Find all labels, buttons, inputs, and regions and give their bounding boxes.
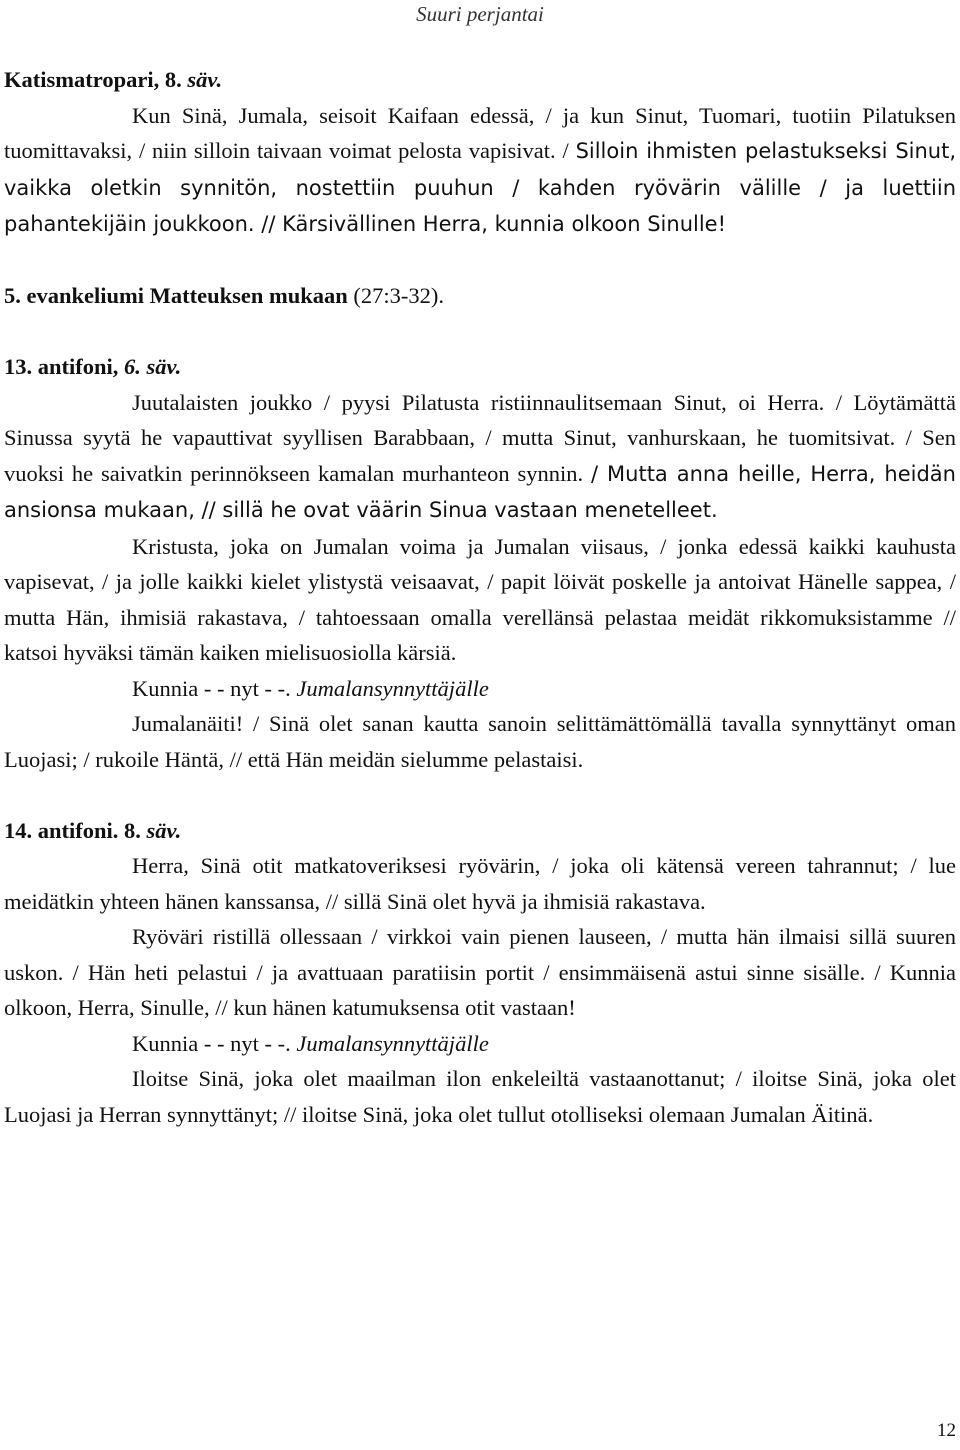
page-number: 12 — [937, 1420, 956, 1441]
paragraph: Juutalaisten joukko / pyysi Pilatusta ristiinnaulitsemaan Sinut, oi Herra. / Löytämättä Sinussa syytä he vapauttivat syyllisen Barabbaan, / mutta Sinut, vanhurskaan, he tuomitsivat. / Sen vuoksi he saivatkin perinnökseen kamalan murhanteon synnin. / Mutta anna heille, Herra, heidän ansionsa mukaan, // sillä he ovat väärin Sinua vastaan menetelleet. — [4, 389, 956, 522]
paragraph: Kun Sinä, Jumala, seisoit Kaifaan edessä, / ja kun Sinut, Tuomari, tuotiin Pilatuksen tuomittavaksi, / niin silloin taivaan voimat pelosta vapisivat. / Silloin ihmisten pelastukseksi Sinut, vaikka oletkin synnitön, nostettiin puuhun / kahden ryövärin välille / ja luettiin pahantekijäin joukkoon. // Kärsivällinen Herra, kunnia olkoon Sinulle! — [4, 102, 957, 236]
section-heading-gospel: 5. evankeliumi Matteuksen mukaan (27:3-32). — [4, 283, 445, 308]
paragraph: Jumalanäiti! / Sinä olet sanan kautta sanoin selittämättömällä tavalla synnyttänyt oman Luojasi; / rukoile Häntä, // että Hän meidän sielumme pelastaisi. — [4, 711, 956, 772]
running-header: Suuri perjantai — [416, 2, 544, 26]
glory-line: Kunnia - - nyt - -. Jumalansynnyttäjälle — [132, 675, 489, 701]
section-heading-antiphon-14: 14. antifoni. 8. säv. — [4, 817, 182, 843]
paragraph: Kristusta, joka on Jumalan voima ja Jumalan viisaus, / jonka edessä kaikki kauhusta vapisevat, / ja jolle kaikki kielet ylistystä veisaavat, / papit löivät poskelle ja antoivat Hänelle sappea, / mutta Hän, ihmisiä rakastava, / tahtoessaan omalla verellänsä pelastaa meidät rikkomuksistamme // katsoi hyväksi tämän kaiken mielisuosiolla kärsiä. — [4, 533, 956, 665]
paragraph: Ryöväri ristillä ollessaan / virkkoi vain pienen lauseen, / mutta hän ilmaisi sillä suuren uskon. / Hän heti pelastui / ja avattuaan paratiisin portit / ensimmäisenä astui sinne sisälle. / Kunnia olkoon, Herra, Sinulle, // kun hänen katumuksensa otit vastaan! — [4, 924, 956, 1020]
glory-line: Kunnia - - nyt - -. Jumalansynnyttäjälle — [132, 1030, 489, 1056]
paragraph: Iloitse Sinä, joka olet maailman ilon enkeleiltä vastaanottanut; / iloitse Sinä, joka olet Luojasi ja Herran synnyttänyt; // iloitse Sinä, joka olet tullut otolliseksi olemaan Jumalan Äitinä. — [4, 1066, 956, 1127]
section-heading-katismatropari: Katismatropari, 8. säv. — [4, 67, 223, 92]
paragraph: Herra, Sinä otit matkatoveriksesi ryövärin, / joka oli kätensä vereen tahrannut; / lue meidätkin yhteen hänen kanssansa, // sillä Sinä olet hyvä ja ihmisiä rakastava. — [4, 853, 956, 914]
section-heading-antiphon-13: 13. antifoni, 6. säv. — [4, 354, 182, 379]
document-body — [4, 62, 956, 1132]
